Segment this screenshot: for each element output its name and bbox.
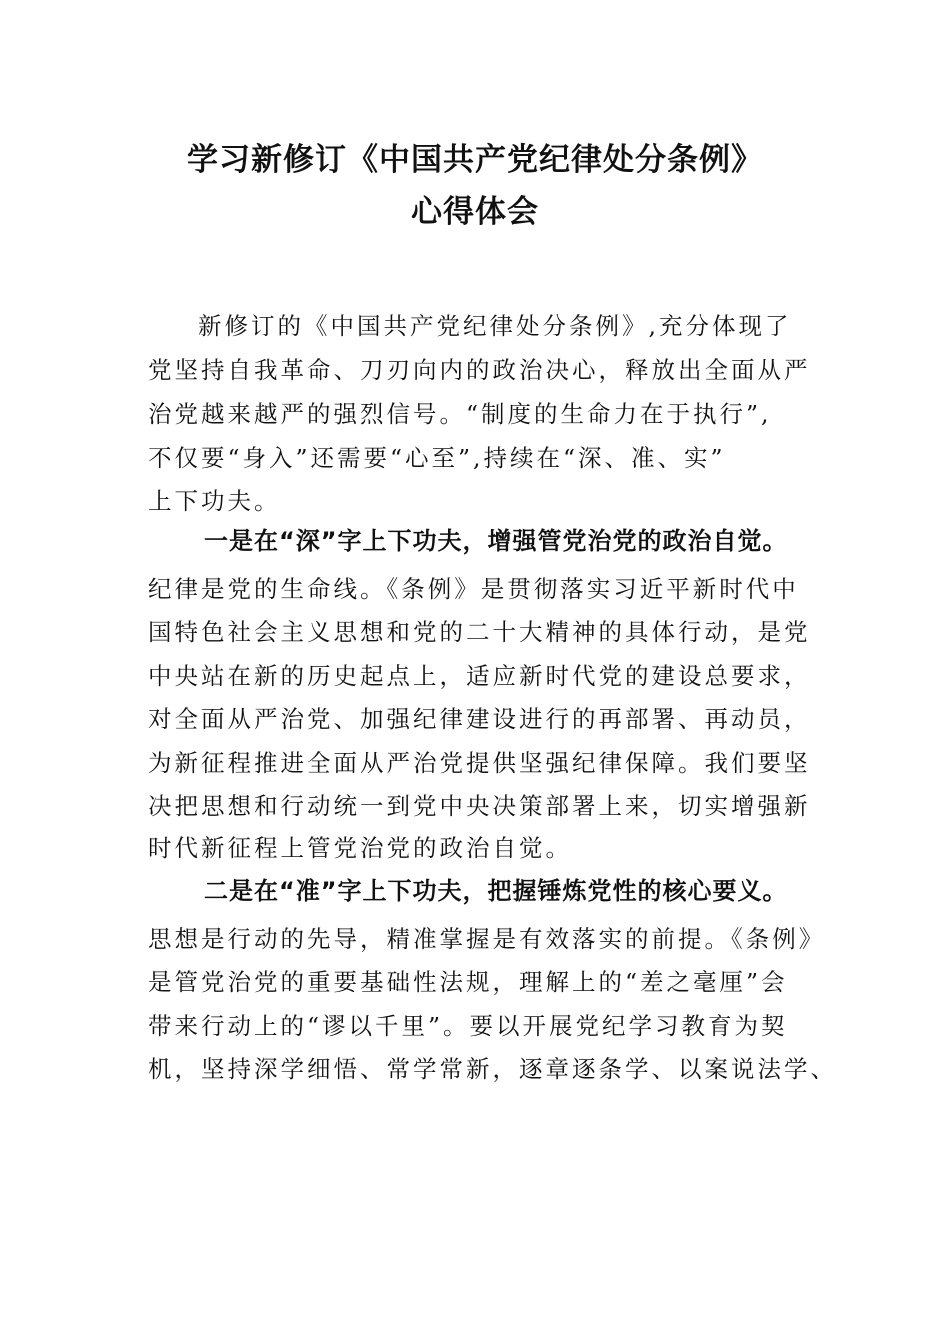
paragraph-line: 是管党治党的重要基础性法规，理解上的“差之毫厘”会	[148, 968, 788, 996]
section-heading-2: 二是在“准”字上下功夫，把握锤炼党性的核心要义。	[204, 877, 788, 905]
paragraph-line: 机，坚持深学细悟、常学常新，逐章逐条学、以案说法学、	[148, 1055, 837, 1083]
paragraph-line: 国特色社会主义思想和党的二十大精神的具体行动，是党	[148, 618, 811, 646]
paragraph-line: 治党越来越严的强烈信号。“制度的生命力在于执行”,	[148, 400, 772, 428]
paragraph-line: 不仅要“身入”还需要“心至”,持续在“深、准、实”	[148, 444, 726, 472]
paragraph-line: 带来行动上的“谬以千里”。要以开展党纪学习教育为契	[148, 1012, 788, 1040]
paragraph-line: 中央站在新的历史起点上，适应新时代党的建设总要求，	[148, 662, 811, 690]
paragraph-line: 时代新征程上管党治党的政治自觉。	[148, 834, 572, 862]
paragraph-line: 为新征程推进全面从严治党提供坚强纪律保障。我们要坚	[148, 749, 811, 777]
paragraph-line: 上下功夫。	[148, 487, 281, 515]
document-title-line-1: 学习新修订《中国共产党纪律处分条例》	[187, 142, 763, 178]
paragraph-line: 新修订的《中国共产党纪律处分条例》,充分体现了	[198, 312, 792, 340]
paragraph-line: 决把思想和行动统一到党中央决策部署上来，切实增强新	[148, 792, 811, 820]
paragraph-line: 思想是行动的先导，精准掌握是有效落实的前提。《条例》	[148, 925, 826, 953]
document-title-line-2: 心得体会	[411, 194, 539, 230]
paragraph-line: 党坚持自我革命、刀刃向内的政治决心，释放出全面从严	[148, 356, 811, 384]
section-heading-1: 一是在“深”字上下功夫，增强管党治党的政治自觉。	[204, 527, 788, 555]
paragraph-line: 纪律是党的生命线。《条例》是贯彻落实习近平新时代中	[148, 575, 799, 603]
paragraph-line: 对全面从严治党、加强纪律建设进行的再部署、再动员，	[148, 705, 811, 733]
